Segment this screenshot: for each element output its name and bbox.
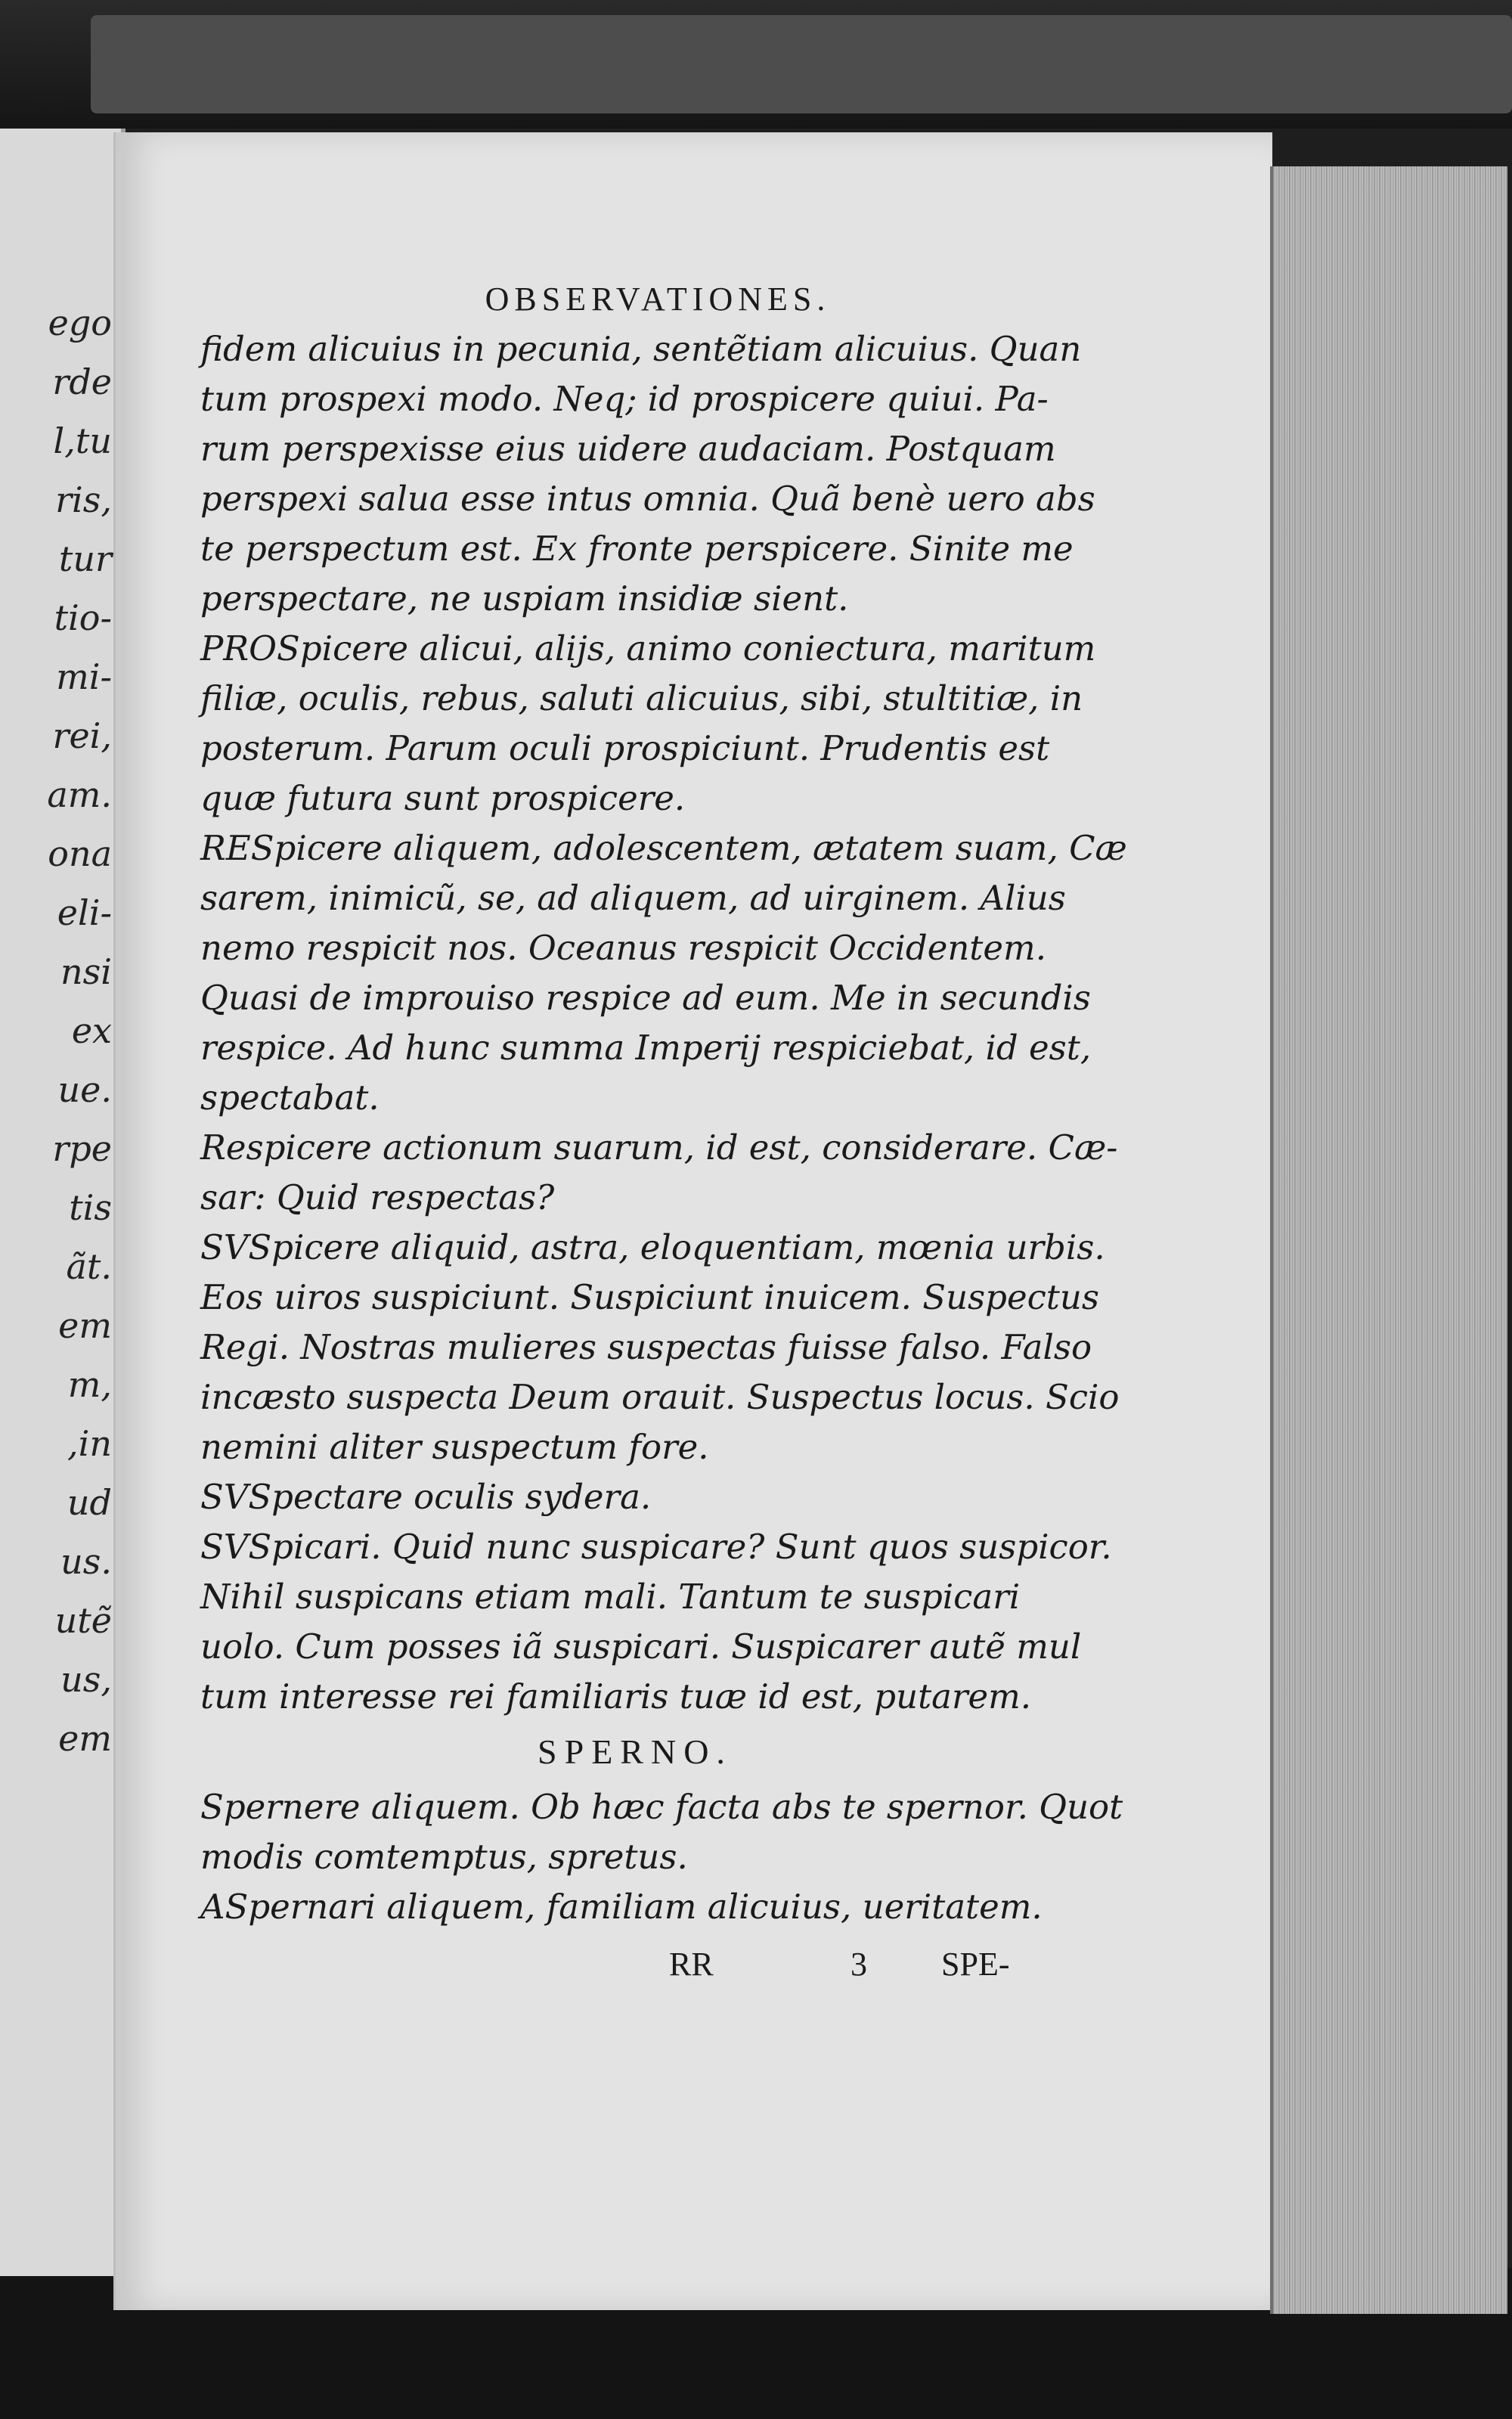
left-fragment: ue. (57, 1069, 112, 1110)
left-fragment: nsi (60, 951, 112, 992)
text-line: te perspectum est. Ex fronte perspicere. Sinite me (200, 529, 1074, 569)
text-line: Quasi de improuiso respice ad eum. Me in secundis (200, 978, 1091, 1018)
left-fragment: ris, (55, 479, 112, 520)
text-line: uolo. Cum posses iã suspicari. Suspicarer autẽ mul (200, 1627, 1082, 1667)
text-line: ASpernari aliquem, familiam alicuius, ueritatem. (200, 1887, 1043, 1927)
left-fragment: utẽ (54, 1600, 112, 1641)
left-fragment: eli- (57, 892, 112, 933)
page-text-block (200, 280, 1127, 1991)
left-fragment: am. (47, 774, 112, 815)
left-fragment: rpe (52, 1128, 112, 1169)
signature-number: 3 (850, 1946, 867, 1983)
left-fragment: us, (60, 1659, 112, 1700)
text-line: modis comtemptus, spretus. (200, 1837, 688, 1877)
text-line: nemo respicit nos. Oceanus respicit Occidentem. (200, 928, 1047, 968)
text-line: quæ futura sunt prospicere. (200, 778, 686, 818)
text-line: Respicere actionum suarum, id est, considerare. Cæ- (200, 1127, 1118, 1168)
left-fragment: rde (52, 361, 112, 402)
text-line: SVSpicere aliquid, astra, eloquentiam, mœnia urbis. (200, 1227, 1105, 1267)
left-fragment: mi- (56, 656, 112, 697)
text-line: nemini aliter suspectum fore. (200, 1427, 709, 1467)
left-fragment: ex (71, 1010, 112, 1051)
left-fragment: em (58, 1305, 112, 1346)
text-line: perspectare, ne uspiam insidiæ sient. (200, 578, 849, 619)
signature-mark: RR (669, 1946, 714, 1983)
signature-line (200, 1938, 1070, 1991)
catchword: SPE- (941, 1946, 1010, 1983)
text-line: rum perspexisse eius uidere audaciam. Postquam (200, 429, 1056, 469)
text-line: sarem, inimicũ, se, ad aliquem, ad uirginem. Alius (200, 878, 1066, 918)
left-fragment: ona (48, 833, 112, 874)
left-fragment: ud (67, 1482, 112, 1523)
text-line: filiæ, oculis, rebus, saluti alicuius, sibi, stultitiæ, in (200, 678, 1083, 718)
text-line: PROSpicere alicui, alijs, animo coniectura, maritum (200, 628, 1096, 668)
text-line: posterum. Parum oculi prospiciunt. Prudentis est (200, 728, 1050, 768)
text-line: SVSpicari. Quid nunc suspicare? Sunt quos suspicor. (200, 1527, 1112, 1567)
facing-left-page (0, 129, 125, 2276)
left-fragment: l,tu (53, 420, 112, 461)
text-line: incæsto suspecta Deum orauit. Suspectus locus. Scio (200, 1377, 1120, 1417)
left-fragment: ãt. (66, 1246, 112, 1287)
left-fragment: ,in (67, 1423, 112, 1464)
left-fragment: m, (67, 1364, 112, 1405)
text-line: tum interesse rei familiaris tuæ id est, putarem. (200, 1676, 1032, 1717)
left-fragment: tis (69, 1187, 112, 1228)
text-line: tum prospexi modo. Neq; id prospicere quiui. Pa- (200, 379, 1049, 419)
text-line: SVSpectare oculis sydera. (200, 1477, 652, 1517)
text-line: RESpicere aliquem, adolescentem, ætatem suam, Cæ (200, 828, 1127, 868)
text-line: respice. Ad hunc summa Imperij respiciebat, id est, (200, 1028, 1092, 1068)
text-line: sar: Quid respectas? (200, 1177, 555, 1217)
text-line: fidem alicuius in pecunia, sentẽtiam alicuius. Quan (200, 329, 1082, 369)
text-line: Eos uiros suspiciunt. Suspiciunt inuicem. Suspectus (200, 1277, 1099, 1317)
text-line: perspexi salua esse intus omnia. Quã benè uero abs (200, 479, 1095, 519)
text-line: Regi. Nostras mulieres suspectas fuisse falso. Falso (200, 1327, 1092, 1367)
left-fragment: em (58, 1718, 112, 1759)
running-head: OBSERVATIONES. (485, 281, 831, 318)
text-line: Nihil suspicans etiam mali. Tantum te suspicari (200, 1577, 1021, 1617)
section-heading: SPERNO. (538, 1732, 733, 1771)
left-page-text-fragments (0, 302, 121, 1777)
text-line: Spernere aliquem. Ob hæc facta abs te spernor. Quot (200, 1787, 1123, 1827)
text-line: spectabat. (200, 1078, 380, 1118)
left-fragment: tur (58, 538, 112, 579)
page-stack-edges (1270, 166, 1507, 2314)
left-fragment: ego (48, 302, 112, 343)
left-fragment: tio- (54, 597, 112, 638)
left-fragment: rei, (52, 715, 112, 756)
left-fragment: us. (60, 1541, 112, 1582)
book-cover-edge (91, 15, 1512, 113)
